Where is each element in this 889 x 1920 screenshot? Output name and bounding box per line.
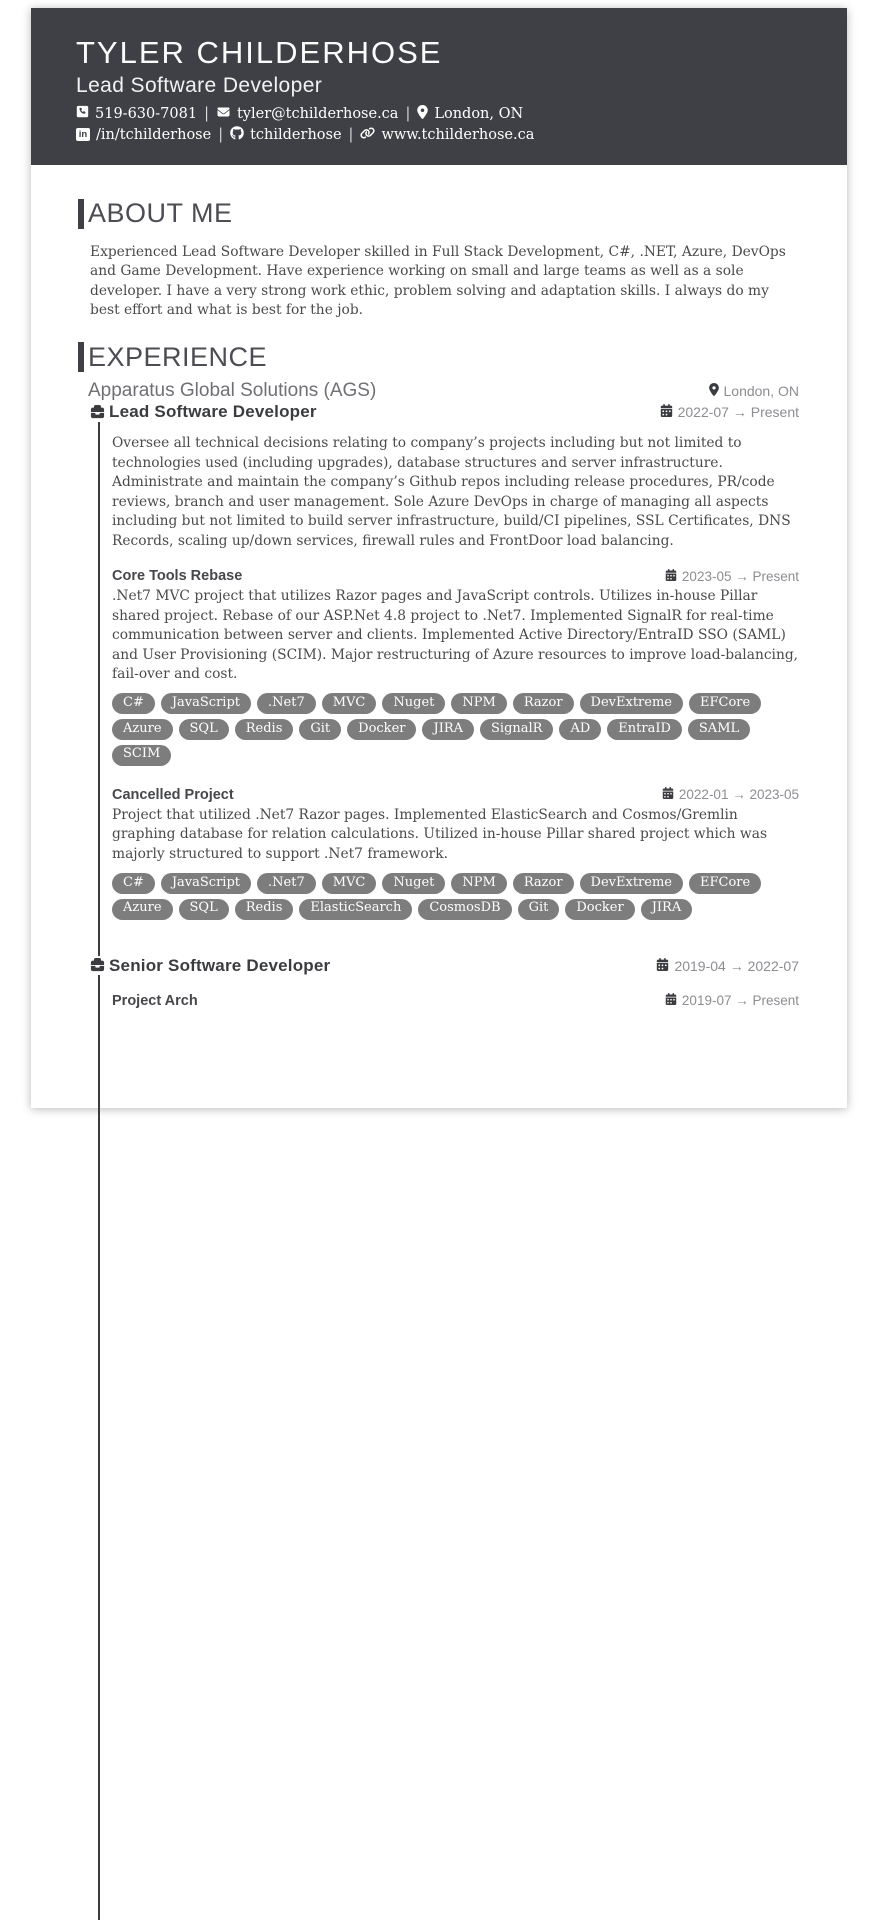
skill-tags bbox=[112, 873, 812, 920]
skill-tag: Git bbox=[518, 899, 560, 920]
skill-tag: NPM bbox=[451, 873, 506, 894]
project-header bbox=[112, 568, 799, 584]
experience-heading bbox=[78, 342, 799, 372]
heading-accent-bar bbox=[78, 199, 84, 229]
skill-tag: .Net7 bbox=[257, 873, 316, 894]
project-header bbox=[112, 993, 799, 1009]
skill-tag: SCIM bbox=[112, 745, 171, 766]
job-list bbox=[88, 402, 799, 1008]
project-entry bbox=[112, 787, 799, 920]
email-link[interactable] bbox=[216, 106, 399, 122]
job-date bbox=[656, 958, 799, 974]
skill-tag: JIRA bbox=[422, 719, 474, 740]
location-text: London, ON bbox=[434, 105, 524, 122]
company-name: Apparatus Global Solutions (AGS) bbox=[88, 380, 377, 402]
email-address: tyler@tchilderhose.ca bbox=[236, 105, 399, 122]
separator: | bbox=[348, 126, 354, 143]
map-pin-icon bbox=[709, 383, 719, 399]
skill-tag: CosmosDB bbox=[418, 899, 511, 920]
map-pin-icon bbox=[417, 105, 428, 123]
linkedin-icon: in bbox=[76, 128, 90, 141]
project-date-text: 2023-05 → Present bbox=[681, 568, 799, 584]
skill-tag: JavaScript bbox=[161, 693, 251, 714]
skill-tag: Nuget bbox=[382, 873, 445, 894]
linkedin-handle: /in/tchilderhose bbox=[96, 126, 212, 143]
project-name: Project Arch bbox=[112, 992, 198, 1009]
skill-tag: SignalR bbox=[480, 719, 553, 740]
skill-tag: MVC bbox=[322, 693, 377, 714]
project-date-text: 2019-07 → Present bbox=[681, 993, 799, 1009]
briefcase-icon bbox=[90, 956, 105, 975]
about-heading-text: ABOUT ME bbox=[88, 197, 233, 228]
experience-heading-text: EXPERIENCE bbox=[88, 341, 268, 372]
job-title: Senior Software Developer bbox=[109, 955, 331, 975]
skill-tag: JIRA bbox=[641, 899, 693, 920]
company-row bbox=[88, 380, 799, 402]
skill-tag: Docker bbox=[347, 719, 416, 740]
calendar-icon bbox=[656, 958, 669, 974]
experience-section bbox=[78, 342, 799, 1008]
person-name: TYLER CHILDERHOSE bbox=[76, 35, 443, 70]
job-title: Lead Software Developer bbox=[109, 402, 317, 422]
skill-tag: Azure bbox=[112, 899, 173, 920]
person-title: Lead Software Developer bbox=[76, 73, 323, 97]
skill-tag: MVC bbox=[322, 873, 377, 894]
job-title-wrap bbox=[90, 402, 317, 422]
company-location-text: London, ON bbox=[723, 383, 799, 400]
skill-tag: Azure bbox=[112, 719, 173, 740]
linkedin-link[interactable] bbox=[76, 127, 211, 143]
calendar-icon bbox=[665, 569, 677, 584]
skill-tag: Redis bbox=[235, 719, 294, 740]
heading-accent-bar bbox=[78, 342, 84, 372]
skill-tag: SQL bbox=[179, 899, 229, 920]
skill-tag: EFCore bbox=[689, 873, 761, 894]
job-date-text: 2022-07 → Present bbox=[677, 404, 799, 421]
skill-tags bbox=[112, 693, 812, 765]
contact-row-1 bbox=[76, 105, 802, 123]
skill-tag: Razor bbox=[513, 873, 574, 894]
separator: | bbox=[405, 105, 411, 122]
envelope-icon bbox=[216, 106, 231, 122]
website-url: www.tchilderhose.ca bbox=[381, 126, 535, 143]
calendar-icon bbox=[662, 787, 674, 802]
skill-tag: C# bbox=[112, 873, 155, 894]
job-body bbox=[112, 993, 799, 1009]
skill-tag: EntraID bbox=[607, 719, 682, 740]
briefcase-icon bbox=[90, 403, 105, 422]
skill-tag: DevExtreme bbox=[580, 873, 683, 894]
job-entry bbox=[88, 402, 799, 919]
job-description: Oversee all technical decisions relating to company’s projects including but not limited to technologies used (including upgrades), database structures and server infrastructure. Administrate and maintain the company’s Github repos including release procedures, PR/code reviews, branch and user management. Sole Azure DevOps in charge of managing all aspects including but not limited to build server infrastructure, build/CI pipelines, SSL Certificates, DNS Records, scaling up/down services, firewall rules and FrontDoor load balancing. bbox=[112, 435, 791, 549]
project-name: Cancelled Project bbox=[112, 786, 234, 803]
job-date-text: 2019-04 → 2022-07 bbox=[674, 957, 799, 974]
separator: | bbox=[218, 126, 224, 143]
job-body bbox=[112, 434, 799, 919]
skill-tag: AD bbox=[559, 719, 601, 740]
separator: | bbox=[204, 105, 209, 122]
project-entry bbox=[112, 993, 799, 1009]
skill-tag: C# bbox=[112, 693, 155, 714]
skill-tag: NPM bbox=[451, 693, 506, 714]
phone-square-icon bbox=[76, 105, 89, 122]
project-date bbox=[665, 569, 799, 584]
resume-header bbox=[31, 8, 847, 165]
about-section bbox=[78, 199, 799, 321]
github-handle: tchilderhose bbox=[250, 126, 342, 143]
skill-tag: ElasticSearch bbox=[299, 899, 412, 920]
skill-tag: Razor bbox=[513, 693, 574, 714]
calendar-icon bbox=[660, 404, 673, 420]
project-entry bbox=[112, 568, 799, 766]
job-title-wrap bbox=[90, 956, 330, 976]
about-heading bbox=[78, 199, 799, 229]
skill-tag: DevExtreme bbox=[580, 693, 683, 714]
contact-row-2 bbox=[76, 126, 802, 144]
phone-link[interactable] bbox=[76, 105, 197, 122]
location-item bbox=[417, 105, 523, 123]
link-icon bbox=[360, 127, 375, 143]
job-header bbox=[90, 402, 799, 422]
skill-tag: Nuget bbox=[382, 693, 445, 714]
project-name: Core Tools Rebase bbox=[112, 568, 243, 585]
github-icon bbox=[230, 126, 244, 144]
job-date bbox=[660, 404, 799, 420]
about-paragraph: Experienced Lead Software Developer skilled in Full Stack Development, C#, .NET, Azure, DevOps and Game Development. Have experience working on small and large teams as well as a sole developer. I have a very strong work ethic, problem solving and adaptation skills. I always do my best effort and what is best for the job. bbox=[90, 243, 786, 318]
skill-tag: .Net7 bbox=[257, 693, 316, 714]
company-location bbox=[709, 383, 800, 399]
skill-tag: Docker bbox=[565, 899, 634, 920]
skill-tag: Redis bbox=[235, 899, 294, 920]
skill-tag: SQL bbox=[179, 719, 229, 740]
project-description: .Net7 MVC project that utilizes Razor pages and JavaScript controls. Utilizes in-house Pillar shared project. Rebase of our ASP.Net 4.8 project to .Net7. Implemented SignalR for real-time communication between server and clients. Implemented Active Directory/EntraID SSO (SAML) and User Provisioning (SCIM). Major restructuring of Azure resources to improve load-balancing, fail-over and cost. bbox=[112, 588, 799, 682]
skill-tag: Git bbox=[299, 719, 341, 740]
project-header bbox=[112, 787, 799, 803]
project-date-text: 2022-01 → 2023-05 bbox=[678, 787, 799, 803]
job-entry bbox=[88, 956, 799, 1009]
job-header bbox=[90, 956, 799, 976]
skill-tag: SAML bbox=[688, 719, 750, 740]
skill-tag: EFCore bbox=[689, 693, 761, 714]
resume-page bbox=[31, 8, 847, 1108]
calendar-icon bbox=[665, 993, 677, 1008]
github-link[interactable] bbox=[230, 126, 341, 144]
website-link[interactable] bbox=[360, 127, 534, 143]
project-description: Project that utilized .Net7 Razor pages. Implemented ElasticSearch and Cosmos/Gremlin graphing database for relation calculations. Utilized in-house Pillar shared project which was majorly structured to support .Net7 framework. bbox=[112, 806, 768, 862]
skill-tag: JavaScript bbox=[161, 873, 251, 894]
phone-number: 519-630-7081 bbox=[95, 105, 198, 122]
project-date bbox=[665, 993, 799, 1008]
project-date bbox=[662, 787, 799, 802]
resume-body bbox=[31, 199, 847, 1049]
